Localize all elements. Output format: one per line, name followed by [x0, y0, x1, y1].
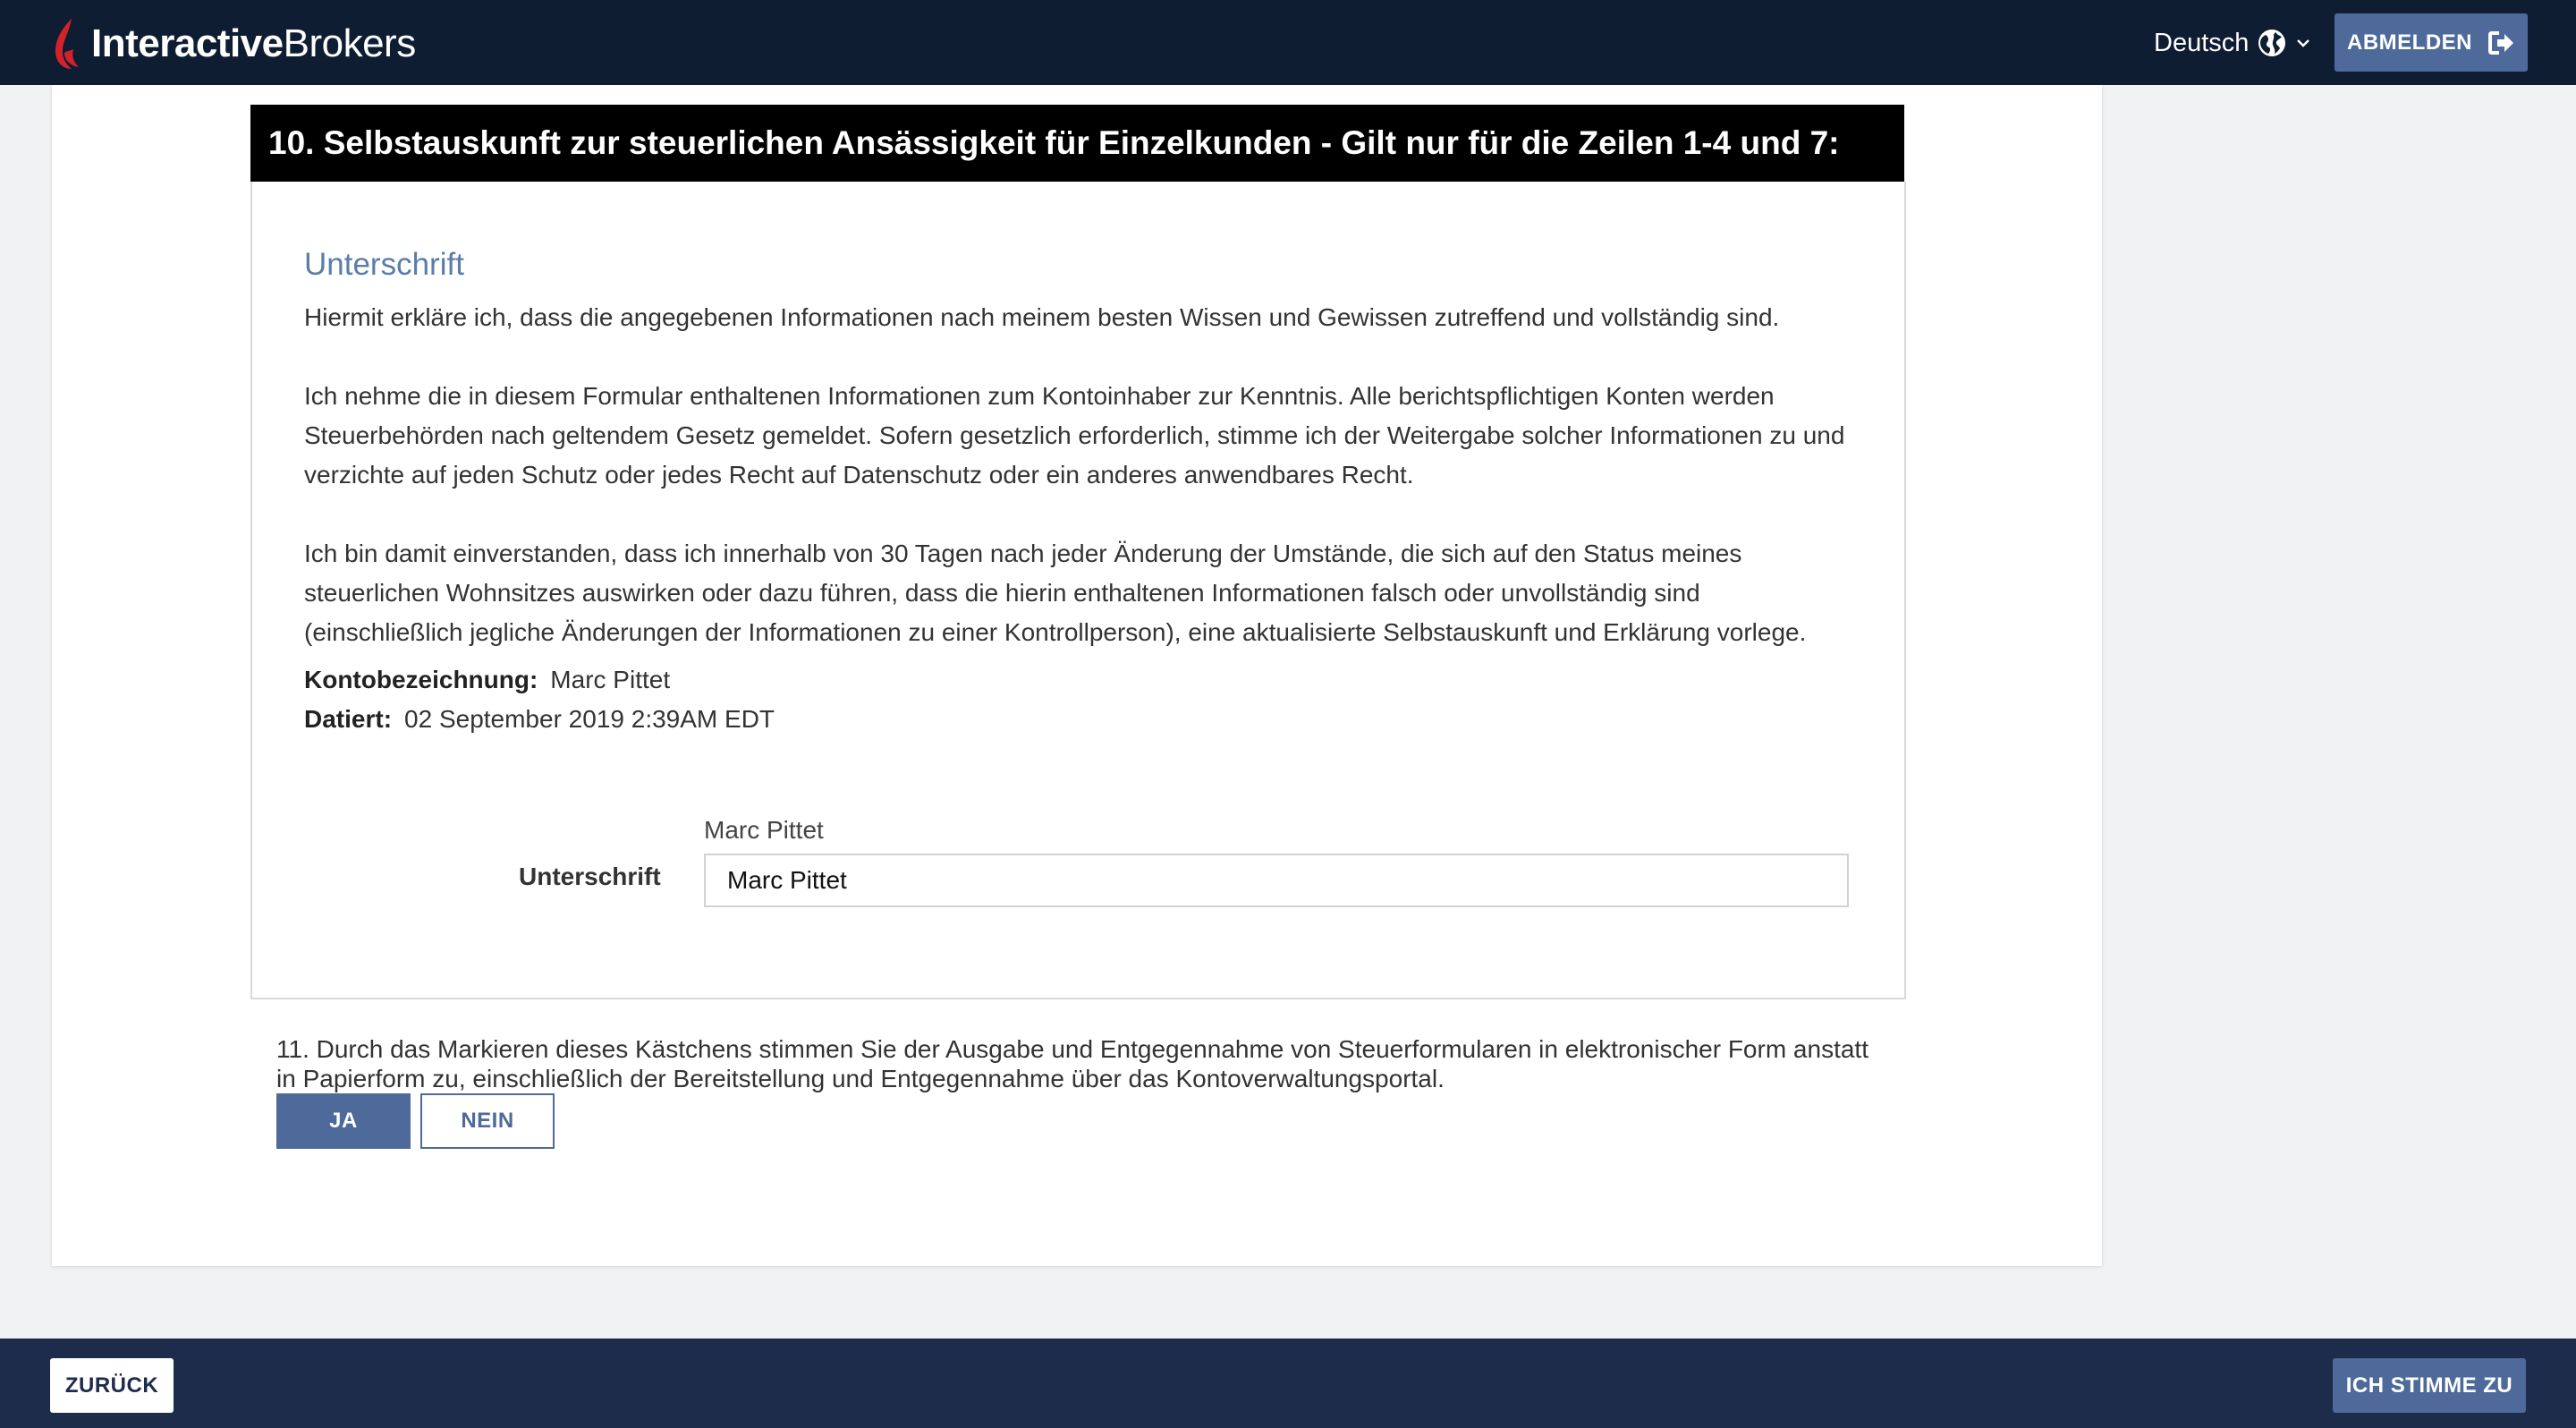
electronic-tax-forms-question: 11. Durch das Markieren dieses Kästchens stimmen Sie der Ausgabe und Entgegennahme von Steuerformularen in elektronischer Form anstatt in Papierform zu, einschließlich der Bereitstellung und Entgegennahme über das Kontoverwaltungsportal. [276, 1035, 1868, 1092]
sign-out-icon [2488, 30, 2515, 55]
brand-name [91, 21, 416, 66]
top-header [0, 0, 2576, 85]
brand-name-bold: Interactive [91, 21, 284, 65]
declaration-paragraph-3: Ich bin damit einverstanden, dass ich innerhalb von 30 Tagen nach jeder Änderung der Umstände, die sich auf den Status meines steuerlichen Wohnsitzes auswirken oder dazu führen, dass die hierin enthaltenen Informationen falsch oder unvollständig sind (einschließlich jegliche Änderungen der Informationen zu einer Kontrollperson), eine aktualisierte Selbstauskunft und Erklärung vorlege. [304, 540, 1807, 646]
no-button[interactable]: NEIN [420, 1093, 555, 1149]
signature-input[interactable] [704, 854, 1849, 907]
language-label: Deutsch [2154, 28, 2250, 57]
account-name-label: Kontobezeichnung: [304, 666, 538, 693]
section-title: 10. Selbstauskunft zur steuerlichen Ansässigkeit für Einzelkunden - Gilt nur für die Zeilen 1-4 und 7: [250, 105, 1904, 182]
globe-icon [2258, 29, 2286, 57]
account-name-row [304, 666, 670, 694]
brand-logo[interactable] [52, 16, 416, 72]
yes-button[interactable]: JA [276, 1093, 411, 1149]
dated-value: 02 September 2019 2:39AM EDT [404, 705, 775, 733]
brand-flame-icon [52, 17, 82, 71]
language-selector[interactable] [2154, 25, 2311, 61]
logout-button[interactable] [2334, 13, 2528, 72]
logout-label: ABMELDEN [2347, 30, 2472, 55]
dated-label: Datiert: [304, 705, 393, 733]
footer-bar [0, 1339, 2576, 1428]
agree-button[interactable]: ICH STIMME ZU [2333, 1358, 2526, 1413]
chevron-down-icon [2295, 38, 2311, 48]
brand-name-regular: Brokers [283, 21, 416, 65]
signature-expected-name: Marc Pittet [704, 816, 824, 844]
account-name-value: Marc Pittet [550, 666, 671, 693]
signature-field-label: Unterschrift [519, 863, 661, 890]
dated-row [304, 705, 775, 734]
declaration-paragraph-2: Ich nehme die in diesem Formular enthaltenen Informationen zum Kontoinhaber zur Kenntnis. Alle berichtspflichtigen Konten werden Steuerbehörden nach geltendem Gesetz gemeldet. Sofern gesetzlich erforderlich, stimme ich der Weitergabe solcher Informationen zu und verzichte auf jeden Schutz oder jedes Recht auf Datenschutz oder ein anderes anwendbares Recht. [304, 382, 1845, 489]
back-button[interactable]: ZURÜCK [50, 1358, 174, 1413]
declaration-paragraph-1: Hiermit erkläre ich, dass die angegebenen Informationen nach meinem besten Wissen und Gewissen zutreffend und vollständig sind. [304, 303, 1780, 331]
signature-subtitle: Unterschrift [304, 247, 464, 282]
